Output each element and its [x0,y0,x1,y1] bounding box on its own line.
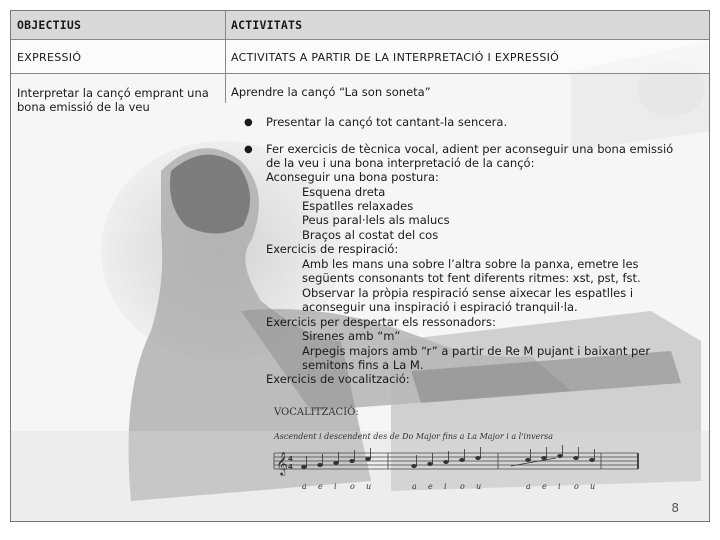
note-syllable: i [558,482,561,491]
note-syllable: e [318,482,323,491]
page-number: 8 [671,501,679,515]
music-note [333,461,339,465]
text-line: Sirenes amb “m” [302,329,401,343]
text-line: de la veu i una bona interpretació de la cançó: [266,156,535,170]
note-syllable: a [302,482,307,491]
music-note [349,459,355,463]
objective-text: Interpretar la cançó emprant una bona emissió de la veu [17,86,209,114]
text-line: Peus paral·lels als malucs [302,213,450,227]
music-note [365,457,371,461]
time-signature-icon: 4 [288,455,293,463]
column-divider [225,11,226,103]
text-line: semitons fins a La M. [302,358,424,372]
music-note [411,464,417,468]
music-note [317,463,323,467]
note-syllable: i [334,482,337,491]
text-line: Aconseguir una bona postura: [266,170,439,184]
note-syllable: u [366,482,372,491]
activity-intro: Aprendre la cançó “La son soneta” [231,85,431,99]
note-syllable: e [428,482,433,491]
text-line: aconseguir una inspiració i espiració tranquil·la. [302,300,578,314]
note-syllable: a [412,482,417,491]
text-line: Amb les mans una sobre l’altra sobre la panxa, emetre les [302,257,639,271]
header-activitats: ACTIVITATS [231,18,303,32]
note-syllable: a [526,482,531,491]
text-line: Arpegis majors amb “r” a partir de Re M pujant i baixant per [302,344,651,358]
note-syllable: o [574,482,579,491]
score-title: VOCALITZACIÓ: [274,407,359,418]
text-line: Esquena dreta [302,185,386,199]
music-note [573,456,579,460]
table-header-row [11,11,709,40]
note-syllable: u [590,482,596,491]
header-objectius: OBJECTIUS [17,18,82,32]
text-line: Exercicis per despertar els ressonadors: [266,315,496,329]
section-activitats: ACTIVITATS A PARTIR DE LA INTERPRETACIÓ I EXPRESSIÓ [231,51,560,64]
music-note [427,462,433,466]
bullet-dot: ● [244,144,253,155]
music-note [475,456,481,460]
bullet-2: Fer exercicis de tècnica vocal, adient per aconseguir una bona emissió [266,142,674,156]
bullet-1: Presentar la cançó tot cantant-la sencera. [266,115,508,129]
text-line: Espatlles relaxades [302,199,414,213]
treble-clef-icon: 𝄞 [276,451,288,475]
staff-lines [274,453,638,469]
bullet-dot: ● [244,117,253,128]
vocalization-score [266,403,646,498]
note-syllable: o [350,482,355,491]
section-row [11,40,709,74]
note-syllable: i [444,482,447,491]
music-note [525,458,531,462]
document-page [10,10,710,522]
time-signature-icon: 4 [288,463,293,471]
syllable-group [302,482,595,491]
note-syllable: o [460,482,465,491]
note-syllable: u [476,482,482,491]
text-line: Observar la pròpia respiració sense aixecar les espatlles i [302,286,634,300]
note-syllable: e [542,482,547,491]
text-line: Braços al costat del cos [302,228,439,242]
music-note [443,460,449,464]
text-line: Exercicis de vocalització: [266,372,410,386]
text-line: següents consonants tot fent diferents ritmes: xst, pst, fst. [302,271,641,285]
section-expressio: EXPRESSIÓ [17,51,82,64]
score-subtitle: Ascendent i descendent des de Do Major fins a La Major i a l'inversa [274,432,554,441]
music-note [459,458,465,462]
music-note [557,454,563,458]
music-note [301,465,307,469]
text-line: Exercicis de respiració: [266,242,399,256]
music-note [589,458,595,462]
